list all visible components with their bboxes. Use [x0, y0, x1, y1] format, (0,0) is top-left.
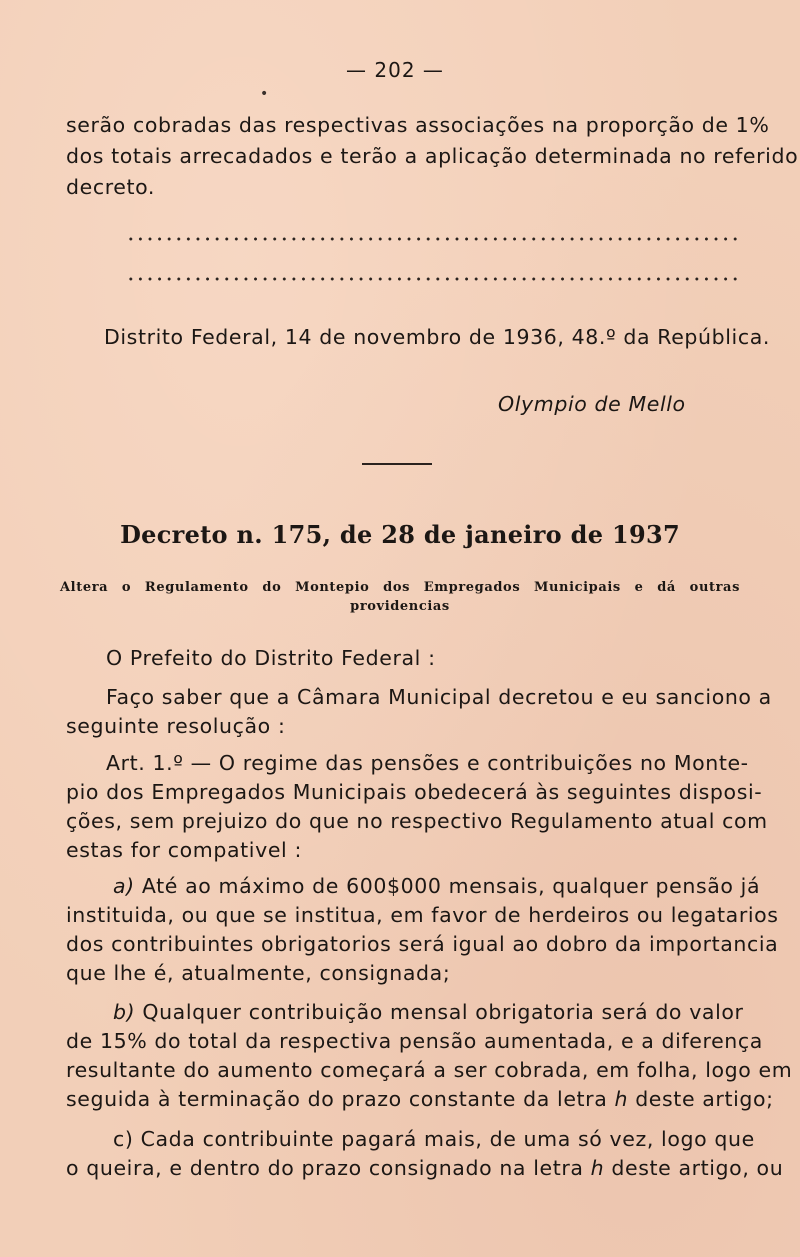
- dateline: Distrito Federal, 14 de novembro de 1936, 48.º da República.: [104, 325, 770, 349]
- decree-subtitle-line-1: Altera o Regulamento do Montepio dos Empregados Municipais e dá outras: [60, 580, 740, 595]
- article-1-line-4: estas for compativel :: [66, 838, 302, 862]
- letter-h-reference: h: [614, 1087, 629, 1111]
- item-b-text-4b: deste artigo;: [628, 1087, 774, 1111]
- item-b-line-2: de 15% do total da respectiva pensão aumentada, e a diferença: [66, 1029, 763, 1053]
- decree-subtitle-line-2: providencias: [350, 599, 450, 614]
- item-b-line-4: [66, 1084, 774, 1115]
- item-c-text-2a: o queira, e dentro do prazo consignado na letra: [66, 1156, 591, 1180]
- item-c-text-2b: deste artigo, ou: [604, 1156, 784, 1180]
- item-c-text-1: Cada contribuinte pagará mais, de uma só vez, logo que: [140, 1127, 755, 1151]
- decree-subtitle: [60, 578, 740, 616]
- continuation-line-1: serão cobradas das respectivas associações na proporção de 1%: [66, 113, 770, 137]
- item-b-line-1: [113, 997, 800, 1028]
- continuation-line-2: dos totais arrecadados e terão a aplicação determinada no referido: [66, 144, 799, 168]
- article-1-line-2: pio dos Empregados Municipais obedecerá às seguintes disposi-: [66, 780, 763, 804]
- continuation-line-3: decreto.: [66, 175, 156, 199]
- item-c-line-1: [113, 1124, 800, 1155]
- signature: Olympio de Mello: [498, 392, 686, 416]
- item-c-line-2: [66, 1153, 784, 1184]
- item-a-line-2: instituida, ou que se institua, em favor de herdeiros ou legatarios: [66, 903, 779, 927]
- intro-line-2: seguinte resolução :: [66, 714, 286, 738]
- letter-h-reference: h: [590, 1156, 605, 1180]
- item-a-text-1: Até ao máximo de 600$000 mensais, qualquer pensão já: [141, 874, 761, 898]
- item-a-line-4: que lhe é, atualmente, consignada;: [66, 961, 451, 985]
- elision-dots-2: [126, 276, 741, 282]
- item-b-text-1: Qualquer contribuição mensal obrigatoria será do valor: [142, 1000, 744, 1024]
- item-b-text-4a: seguida à terminação do prazo constante da letra: [66, 1087, 615, 1111]
- item-c-letter: c): [113, 1127, 134, 1151]
- article-1-line-3: ções, sem prejuizo do que no respectivo Regulamento atual com: [66, 809, 768, 833]
- item-a-line-3: dos contribuintes obrigatorios será igual ao dobro da importancia: [66, 932, 779, 956]
- article-1-line-1: Art. 1.º — O regime das pensões e contribuições no Monte-: [106, 751, 749, 775]
- page-number: — 202 —: [346, 58, 444, 82]
- decree-title: Decreto n. 175, de 28 de janeiro de 1937: [120, 520, 680, 549]
- item-a-line-1: [113, 871, 800, 902]
- intro-line-1: Faço saber que a Câmara Municipal decretou e eu sanciono a: [106, 685, 772, 709]
- item-b-line-3: resultante do aumento começará a ser cobrada, em folha, logo em: [66, 1058, 793, 1082]
- ink-speck: •: [260, 86, 269, 102]
- section-divider: [362, 463, 432, 465]
- elision-dots-1: [126, 236, 741, 242]
- item-b-letter: b): [113, 1000, 136, 1024]
- item-a-letter: a): [113, 874, 135, 898]
- opening-line: O Prefeito do Distrito Federal :: [106, 646, 436, 670]
